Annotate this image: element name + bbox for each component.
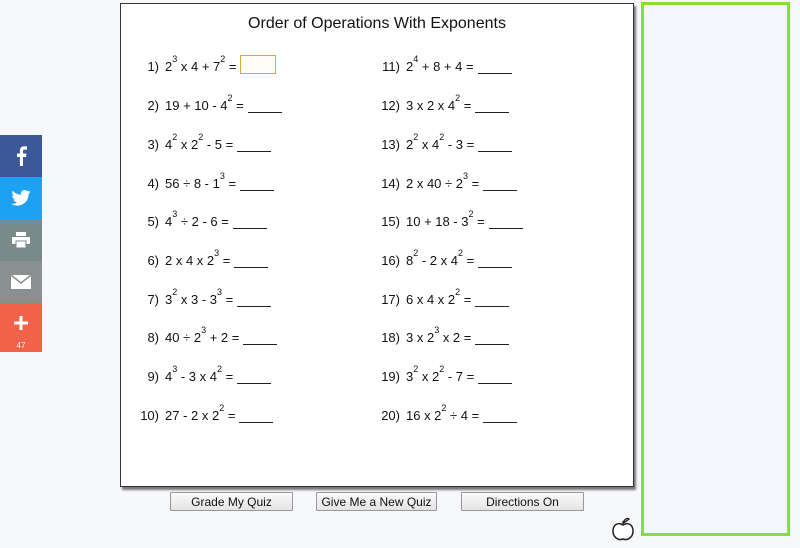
answer-input[interactable] — [489, 211, 523, 229]
expression-text: x 2 — [418, 369, 440, 384]
expression-text: 56 ÷ 8 - 1 — [165, 176, 220, 191]
question-number: 8) — [147, 330, 159, 345]
exponent: 4 — [413, 54, 419, 64]
question-expression — [406, 93, 472, 113]
exponent: 2 — [227, 93, 233, 103]
expression-text: 10 + 18 - 3 — [406, 214, 469, 229]
expression-text: = — [232, 98, 244, 113]
expression-text: 2 — [165, 59, 173, 74]
exponent: 2 — [455, 287, 461, 297]
twitter-icon — [11, 190, 31, 206]
new-quiz-button[interactable]: Give Me a New Quiz — [316, 492, 437, 511]
question-10 — [135, 399, 273, 423]
expression-text: x 3 - 3 — [177, 292, 217, 307]
question-expression — [165, 248, 231, 268]
question-number: 12) — [381, 98, 400, 113]
question-number: 19) — [381, 369, 400, 384]
email-icon — [11, 275, 31, 289]
expression-text: + 8 + 4 = — [418, 59, 474, 74]
expression-text: - 2 x 4 — [418, 253, 458, 268]
expression-text: 2 x 40 ÷ 2 — [406, 176, 464, 191]
exponent: 3 — [219, 171, 225, 181]
question-expression — [165, 132, 234, 152]
exponent: 2 — [413, 132, 419, 142]
expression-text: 27 - 2 x 2 — [165, 408, 220, 423]
expression-text: = — [225, 59, 237, 74]
expression-text: = — [460, 292, 472, 307]
question-4 — [135, 167, 274, 191]
expression-text: - 5 = — [203, 137, 234, 152]
expression-text: 3 — [165, 292, 173, 307]
question-number: 2) — [147, 98, 159, 113]
question-2 — [135, 89, 282, 113]
expression-text: 3 x 2 — [406, 330, 435, 345]
question-14 — [376, 167, 517, 191]
question-number: 6) — [147, 253, 159, 268]
answer-input[interactable] — [483, 405, 517, 423]
question-number: 13) — [381, 137, 400, 152]
expression-text: = — [222, 292, 234, 307]
answer-input[interactable] — [483, 173, 517, 191]
exponent: 2 — [455, 93, 461, 103]
facebook-share-button[interactable] — [0, 135, 42, 177]
exponent: 2 — [172, 287, 178, 297]
question-20 — [376, 399, 517, 423]
expression-text: 4 — [165, 369, 173, 384]
answer-input[interactable] — [475, 289, 509, 307]
exponent: 3 — [172, 209, 178, 219]
expression-text: - 3 x 4 — [177, 369, 217, 384]
answer-input[interactable] — [234, 250, 268, 268]
exponent: 3 — [434, 325, 440, 335]
question-number: 10) — [140, 408, 159, 423]
question-number: 18) — [381, 330, 400, 345]
expression-text: ÷ 4 = — [446, 408, 480, 423]
expression-text: + 2 = — [206, 330, 240, 345]
question-15 — [376, 205, 523, 229]
question-number: 17) — [381, 292, 400, 307]
twitter-share-button[interactable] — [0, 177, 42, 219]
question-1 — [135, 50, 276, 74]
answer-input[interactable] — [243, 327, 277, 345]
answer-input[interactable] — [240, 173, 274, 191]
question-3 — [135, 128, 271, 152]
exponent: 3 — [214, 248, 220, 258]
answer-input[interactable] — [475, 327, 509, 345]
answer-input[interactable] — [239, 405, 273, 423]
question-number: 16) — [381, 253, 400, 268]
question-expression — [165, 325, 240, 345]
question-expression — [165, 54, 237, 74]
exponent: 3 — [201, 325, 207, 335]
exponent: 2 — [468, 209, 474, 219]
question-expression — [406, 54, 474, 74]
exponent: 2 — [439, 132, 445, 142]
exponent: 2 — [220, 54, 226, 64]
exponent: 3 — [172, 364, 178, 374]
question-expression — [165, 93, 244, 113]
expression-text: = — [460, 98, 472, 113]
share-count: 47 — [16, 341, 26, 350]
exponent: 2 — [441, 403, 447, 413]
expression-text: x 2 = — [439, 330, 472, 345]
question-number: 7) — [147, 292, 159, 307]
question-number: 9) — [147, 369, 159, 384]
exponent: 2 — [458, 248, 464, 258]
question-expression — [406, 132, 475, 152]
question-13 — [376, 128, 512, 152]
answer-input[interactable] — [248, 95, 282, 113]
question-expression — [165, 287, 234, 307]
print-icon — [12, 232, 30, 248]
expression-text: 4 — [165, 137, 173, 152]
answer-input[interactable] — [237, 134, 271, 152]
expression-text: = — [468, 176, 480, 191]
expression-text: 40 ÷ 2 — [165, 330, 202, 345]
print-share-button[interactable] — [0, 219, 42, 261]
question-19 — [376, 360, 512, 384]
question-number: 15) — [381, 214, 400, 229]
email-share-button[interactable] — [0, 261, 42, 303]
expression-text: - 3 = — [444, 137, 475, 152]
directions-button[interactable]: Directions On — [461, 492, 584, 511]
exponent: 2 — [172, 132, 178, 142]
question-18 — [376, 321, 509, 345]
expression-text: 2 x 4 x 2 — [165, 253, 215, 268]
expression-text: = — [219, 253, 231, 268]
expression-text: 2 — [406, 137, 414, 152]
question-number: 5) — [147, 214, 159, 229]
answer-input[interactable] — [475, 95, 509, 113]
question-6 — [135, 244, 268, 268]
expression-text: x 2 — [177, 137, 199, 152]
question-number: 3) — [147, 137, 159, 152]
facebook-icon — [14, 146, 28, 166]
question-12 — [376, 89, 509, 113]
question-expression — [406, 248, 475, 268]
plus-icon — [14, 316, 28, 330]
expression-text: - 7 = — [444, 369, 475, 384]
exponent: 2 — [413, 364, 419, 374]
question-expression — [406, 403, 480, 423]
exponent: 3 — [172, 54, 178, 64]
question-9 — [135, 360, 271, 384]
question-expression — [406, 325, 472, 345]
expression-text: 3 — [406, 369, 414, 384]
expression-text: 2 — [406, 59, 414, 74]
question-16 — [376, 244, 512, 268]
expression-text: = — [463, 253, 475, 268]
expression-text: 8 — [406, 253, 414, 268]
expression-text: = — [224, 176, 237, 191]
exponent: 2 — [219, 403, 225, 413]
question-7 — [135, 283, 271, 307]
answer-input[interactable] — [478, 56, 512, 74]
side-panel — [641, 2, 790, 536]
answer-input[interactable] — [240, 55, 276, 74]
worksheet-title: Order of Operations With Exponents — [248, 15, 506, 32]
expression-text: x 4 — [418, 137, 440, 152]
answer-input[interactable] — [237, 289, 271, 307]
question-number: 1) — [147, 59, 159, 74]
question-number: 14) — [381, 176, 400, 191]
expression-text: 3 x 2 x 4 — [406, 98, 456, 113]
exponent: 3 — [217, 287, 223, 297]
answer-input[interactable] — [478, 250, 512, 268]
question-expression — [406, 171, 480, 191]
apple-icon — [611, 516, 635, 547]
question-number: 4) — [147, 176, 159, 191]
answer-input[interactable] — [478, 366, 512, 384]
question-17 — [376, 283, 509, 307]
expression-text: = — [224, 408, 236, 423]
question-8 — [135, 321, 277, 345]
question-expression — [165, 171, 237, 191]
grade-quiz-button[interactable]: Grade My Quiz — [170, 492, 293, 511]
expression-text: = — [222, 369, 234, 384]
question-expression — [406, 364, 475, 384]
exponent: 2 — [217, 364, 223, 374]
answer-input[interactable] — [478, 134, 512, 152]
question-number: 20) — [381, 408, 400, 423]
exponent: 2 — [439, 364, 445, 374]
expression-text: 4 — [165, 214, 173, 229]
exponent: 3 — [463, 171, 469, 181]
exponent: 2 — [413, 248, 419, 258]
expression-text: ÷ 2 - 6 = — [177, 214, 229, 229]
question-expression — [406, 287, 472, 307]
question-expression — [165, 403, 236, 423]
expression-text: = — [473, 214, 485, 229]
answer-input[interactable] — [237, 366, 271, 384]
expression-text: x 4 + 7 — [177, 59, 221, 74]
question-11 — [376, 50, 512, 74]
question-expression — [165, 364, 234, 384]
worksheet — [120, 3, 634, 487]
expression-text: 16 x 2 — [406, 408, 442, 423]
exponent: 2 — [198, 132, 204, 142]
expression-text: 19 + 10 - 4 — [165, 98, 228, 113]
expression-text: 6 x 4 x 2 — [406, 292, 456, 307]
question-number: 11) — [382, 59, 400, 74]
question-5 — [135, 205, 267, 229]
answer-input[interactable] — [233, 211, 267, 229]
question-expression — [406, 209, 485, 229]
more-share-button[interactable] — [0, 303, 42, 352]
question-expression — [165, 209, 229, 229]
